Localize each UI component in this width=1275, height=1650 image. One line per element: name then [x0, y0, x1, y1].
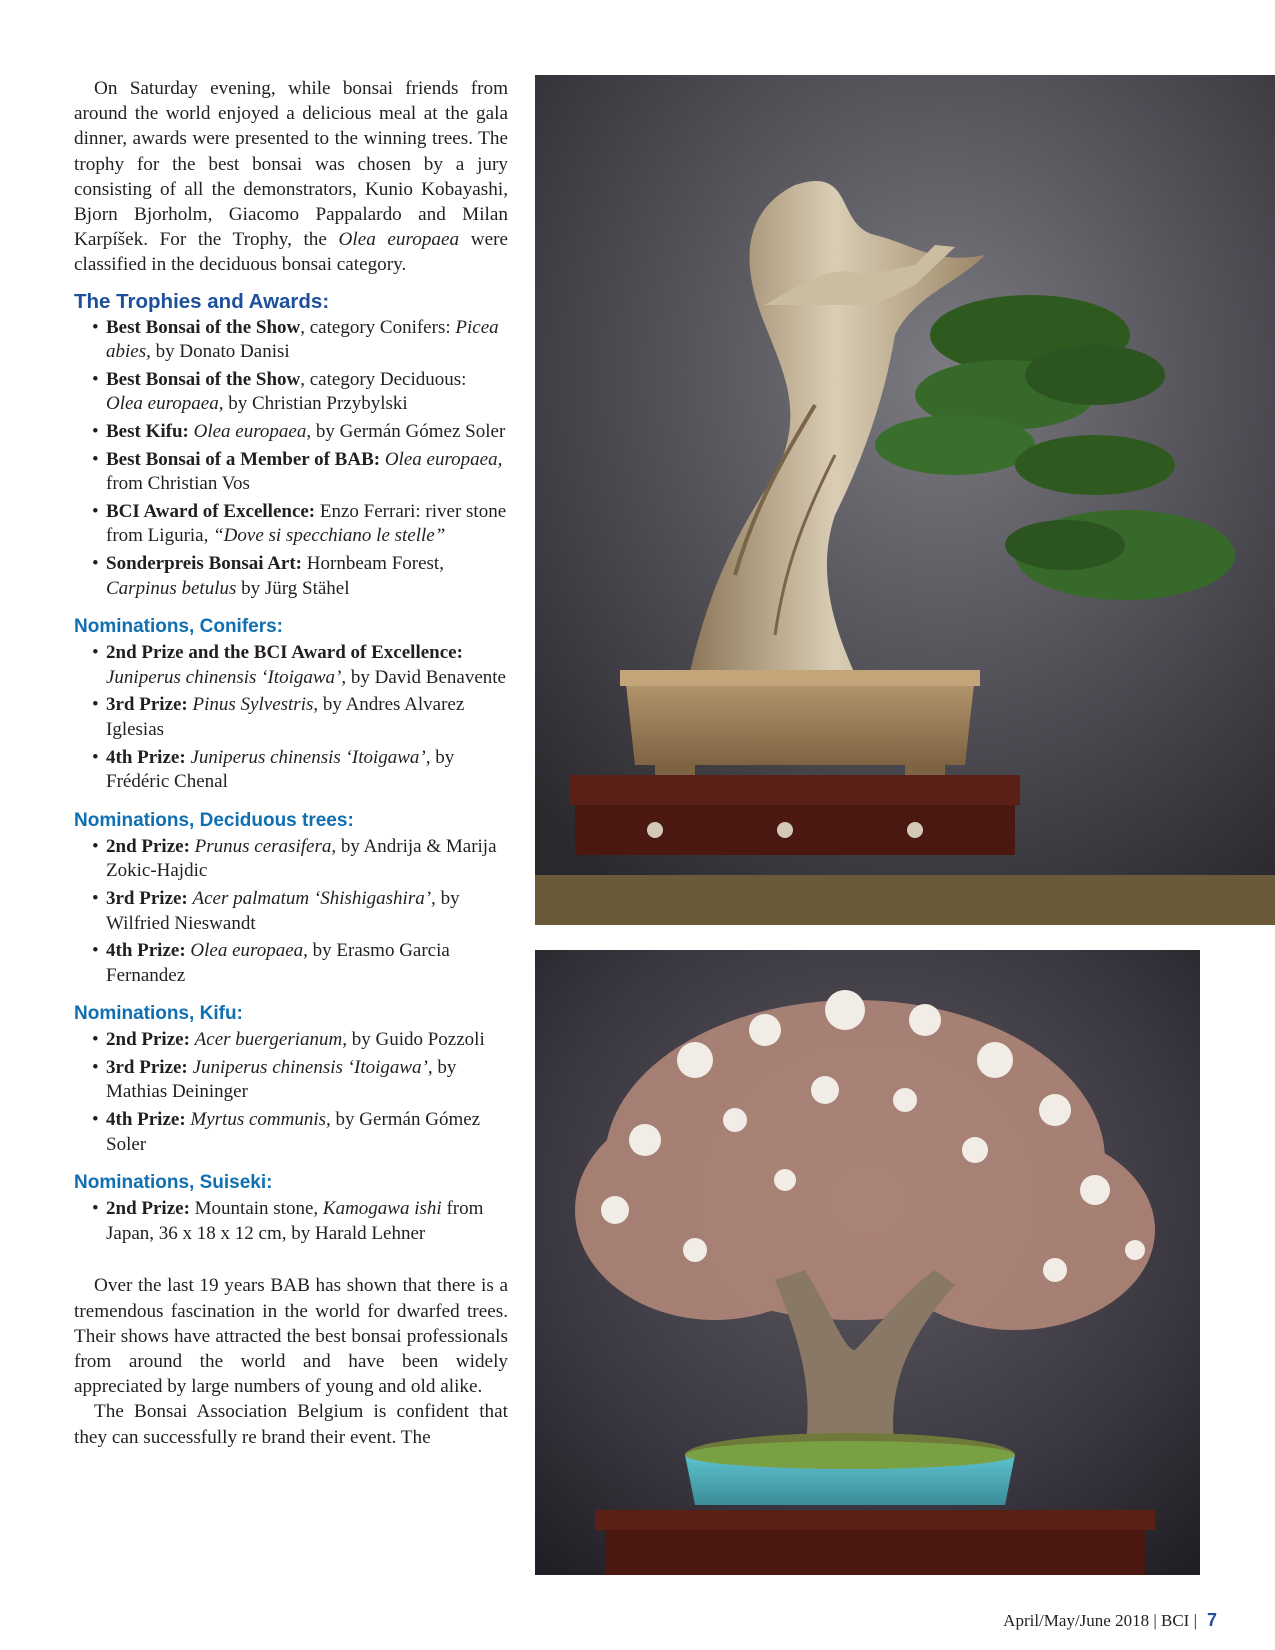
page-footer — [1003, 1610, 1217, 1631]
flowering-bonsai-photo — [535, 950, 1200, 1575]
section-heading: The Trophies and Awards: — [74, 289, 330, 313]
list-item: • 4th Prize: Juniperus chinensis ‘Itoigawa’, by Frédéric Chenal — [92, 746, 455, 793]
list-item: • 4th Prize: Myrtus communis, by Germán Gómez Soler — [92, 1109, 481, 1155]
award-list — [74, 316, 508, 602]
list-item: • 3rd Prize: Juniperus chinensis ‘Itoigawa’, by Mathias Deininger — [92, 1056, 457, 1103]
award-list — [74, 1028, 508, 1157]
award-list — [74, 641, 508, 795]
list-item: • BCI Award of Excellence: Enzo Ferrari: river stone from Liguria, “Dove si specchiano le stelle” — [92, 500, 507, 547]
list-item: • Sonderpreis Bonsai Art: Hornbeam Forest, Carpinus betulus by Jürg Stähel — [92, 552, 444, 599]
list-item: • 4th Prize: Olea europaea, by Erasmo Garcia Fernandez — [92, 940, 450, 986]
list-item: • 3rd Prize: Pinus Sylvestris, by Andres Alvarez Iglesias — [92, 694, 465, 740]
intro-paragraph: On Saturday evening, while bonsai friends from around the world enjoyed a delicious meal at the gala dinner, awards were presented to the winning trees. The trophy for the best bonsai was chosen by a jury consisting of all the demonstrators, Kunio Kobayashi, Bjorn Bjorholm, Giacomo Pappalardo and Milan Karpíšek. For the Trophy, the Olea europaea were classified in the deciduous bonsai category. — [74, 78, 508, 276]
list-item: • 2nd Prize and the BCI Award of Excellence: Juniperus chinensis ‘Itoigawa’, by David Benavente — [92, 642, 506, 688]
awards-sections — [74, 290, 508, 1247]
list-item: • 3rd Prize: Acer palmatum ‘Shishigashira’, by Wilfried Nieswandt — [92, 887, 460, 934]
section-heading: Nominations, Suiseki: — [74, 1172, 273, 1194]
award-list — [74, 1197, 508, 1246]
section-heading: Nominations, Kifu: — [74, 1003, 243, 1025]
list-item: • 2nd Prize: Prunus cerasifera, by Andrija & Marija Zokic-Hajdic — [92, 835, 497, 882]
list-item: • 2nd Prize: Acer buergerianum, by Guido Pozzoli — [92, 1029, 485, 1051]
page-number: 7 — [1206, 1610, 1217, 1630]
article-column — [74, 76, 508, 1450]
list-item: • Best Bonsai of the Show, category Deciduous: Olea europaea, by Christian Przybylski — [92, 368, 467, 415]
closing-paragraph: The Bonsai Association Belgium is confident that they can successfully re brand their event. The — [74, 1401, 508, 1448]
olive-bonsai-photo — [535, 75, 1275, 925]
list-item: • Best Kifu: Olea europaea, by Germán Gómez Soler — [92, 421, 506, 442]
list-item: • Best Bonsai of the Show, category Conifers: Picea abies, by Donato Danisi — [92, 316, 499, 363]
award-list — [74, 835, 508, 989]
list-item: • 2nd Prize: Mountain stone, Kamogawa ishi from Japan, 36 x 18 x 12 cm, by Harald Lehner — [92, 1198, 484, 1244]
section-heading: Nominations, Conifers: — [74, 616, 284, 638]
section-heading: Nominations, Deciduous trees: — [74, 809, 354, 831]
closing-paragraph: Over the last 19 years BAB has shown that there is a tremendous fascination in the world for dwarfed trees. Their shows have attracted the best bonsai professionals from around the world and have been widely appreciated by large numbers of young and old alike. — [74, 1275, 508, 1398]
issue-label: April/May/June 2018 | BCI | — [1003, 1611, 1197, 1630]
list-item: • Best Bonsai of a Member of BAB: Olea europaea, from Christian Vos — [92, 448, 503, 495]
